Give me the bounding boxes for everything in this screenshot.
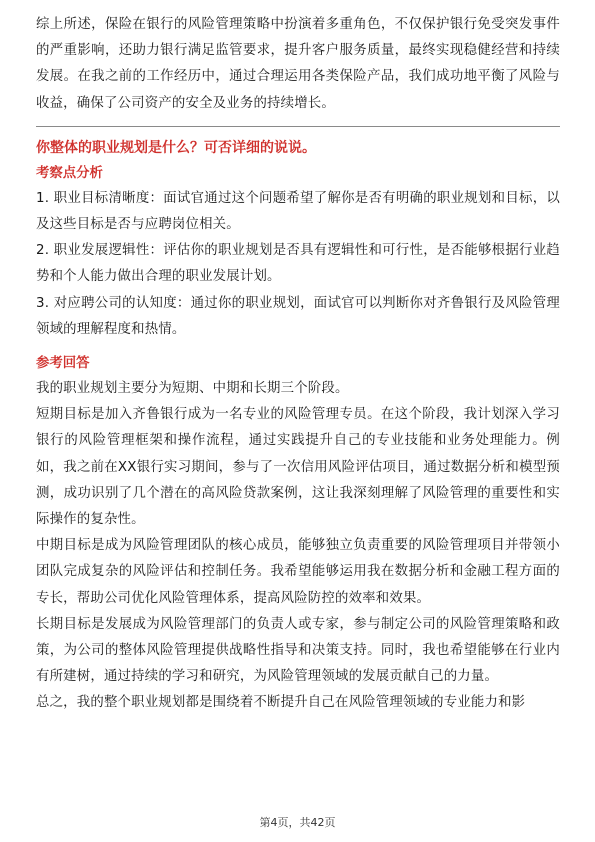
question-heading: 你整体的职业规划是什么？可否详细的说说。 <box>36 139 316 156</box>
answer-paragraph-2: 短期目标是加入齐鲁银行成为一名专业的风险管理专员。在这个阶段，我计划深入学习银行的风险管理框架和操作流程，通过实践提升自己的专业技能和业务处理能力。例如，我之前在XX银行实习期间，参与了一次信用风险评估项目，通过数据分析和模型预测，成功识别了几个潜在的高风险贷款案例，这让我深刻理解了风险管理的重要性和实际操作的复杂性。 <box>36 407 560 528</box>
answer-paragraph-5: 总之，我的整个职业规划都是围绕着不断提升自己在风险管理领域的专业能力和影 <box>36 695 526 711</box>
analysis-point-3: 3. 对应聘公司的认知度：通过你的职业规划，面试官可以判断你对齐鲁银行及风险管理领域的理解程度和热情。 <box>36 295 560 337</box>
answer-paragraph-3: 中期目标是成为风险管理团队的核心成员，能够独立负责重要的风险管理项目并带领小团队完成复杂的风险评估和控制任务。我希望能够运用我在数据分析和金融工程方面的专长，帮助公司优化风险管理体系，提高风险防控的效率和效果。 <box>36 538 560 606</box>
section-divider <box>36 126 560 127</box>
document-page <box>36 12 560 717</box>
answer-heading: 参考回答 <box>36 356 90 372</box>
analysis-point-1: 1. 职业目标清晰度：面试官通过这个问题希望了解你是否有明确的职业规划和目标，以及这些目标是否与应聘岗位相关。 <box>36 190 560 233</box>
analysis-heading: 考察点分析 <box>36 165 103 181</box>
answer-paragraph-1: 我的职业规划主要分为短期、中期和长期三个阶段。 <box>36 381 349 397</box>
page-number-footer: 第4页，共42页 <box>259 816 336 829</box>
answer-paragraph-4: 长期目标是发展成为风险管理部门的负责人或专家，参与制定公司的风险管理策略和政策，为公司的整体风险管理提供战略性指导和决策支持。同时，我也希望能够在行业内有所建树，通过持续的学习和研究，为风险管理领域的发展贡献自己的力量。 <box>36 616 560 685</box>
analysis-point-2: 2. 职业发展逻辑性：评估你的职业规划是否具有逻辑性和可行性，是否能够根据行业趋势和个人能力做出合理的职业发展计划。 <box>36 243 560 285</box>
intro-paragraph: 综上所述，保险在银行的风险管理策略中扮演着多重角色，不仅保护银行免受突发事件的严重影响，还助力银行满足监管要求，提升客户服务质量，最终实现稳健经营和持续发展。在我之前的工作经历中，通过合理运用各类保险产品，我们成功地平衡了风险与收益，确保了公司资产的安全及业务的持续增长。 <box>36 17 560 111</box>
section-gap <box>36 343 560 351</box>
